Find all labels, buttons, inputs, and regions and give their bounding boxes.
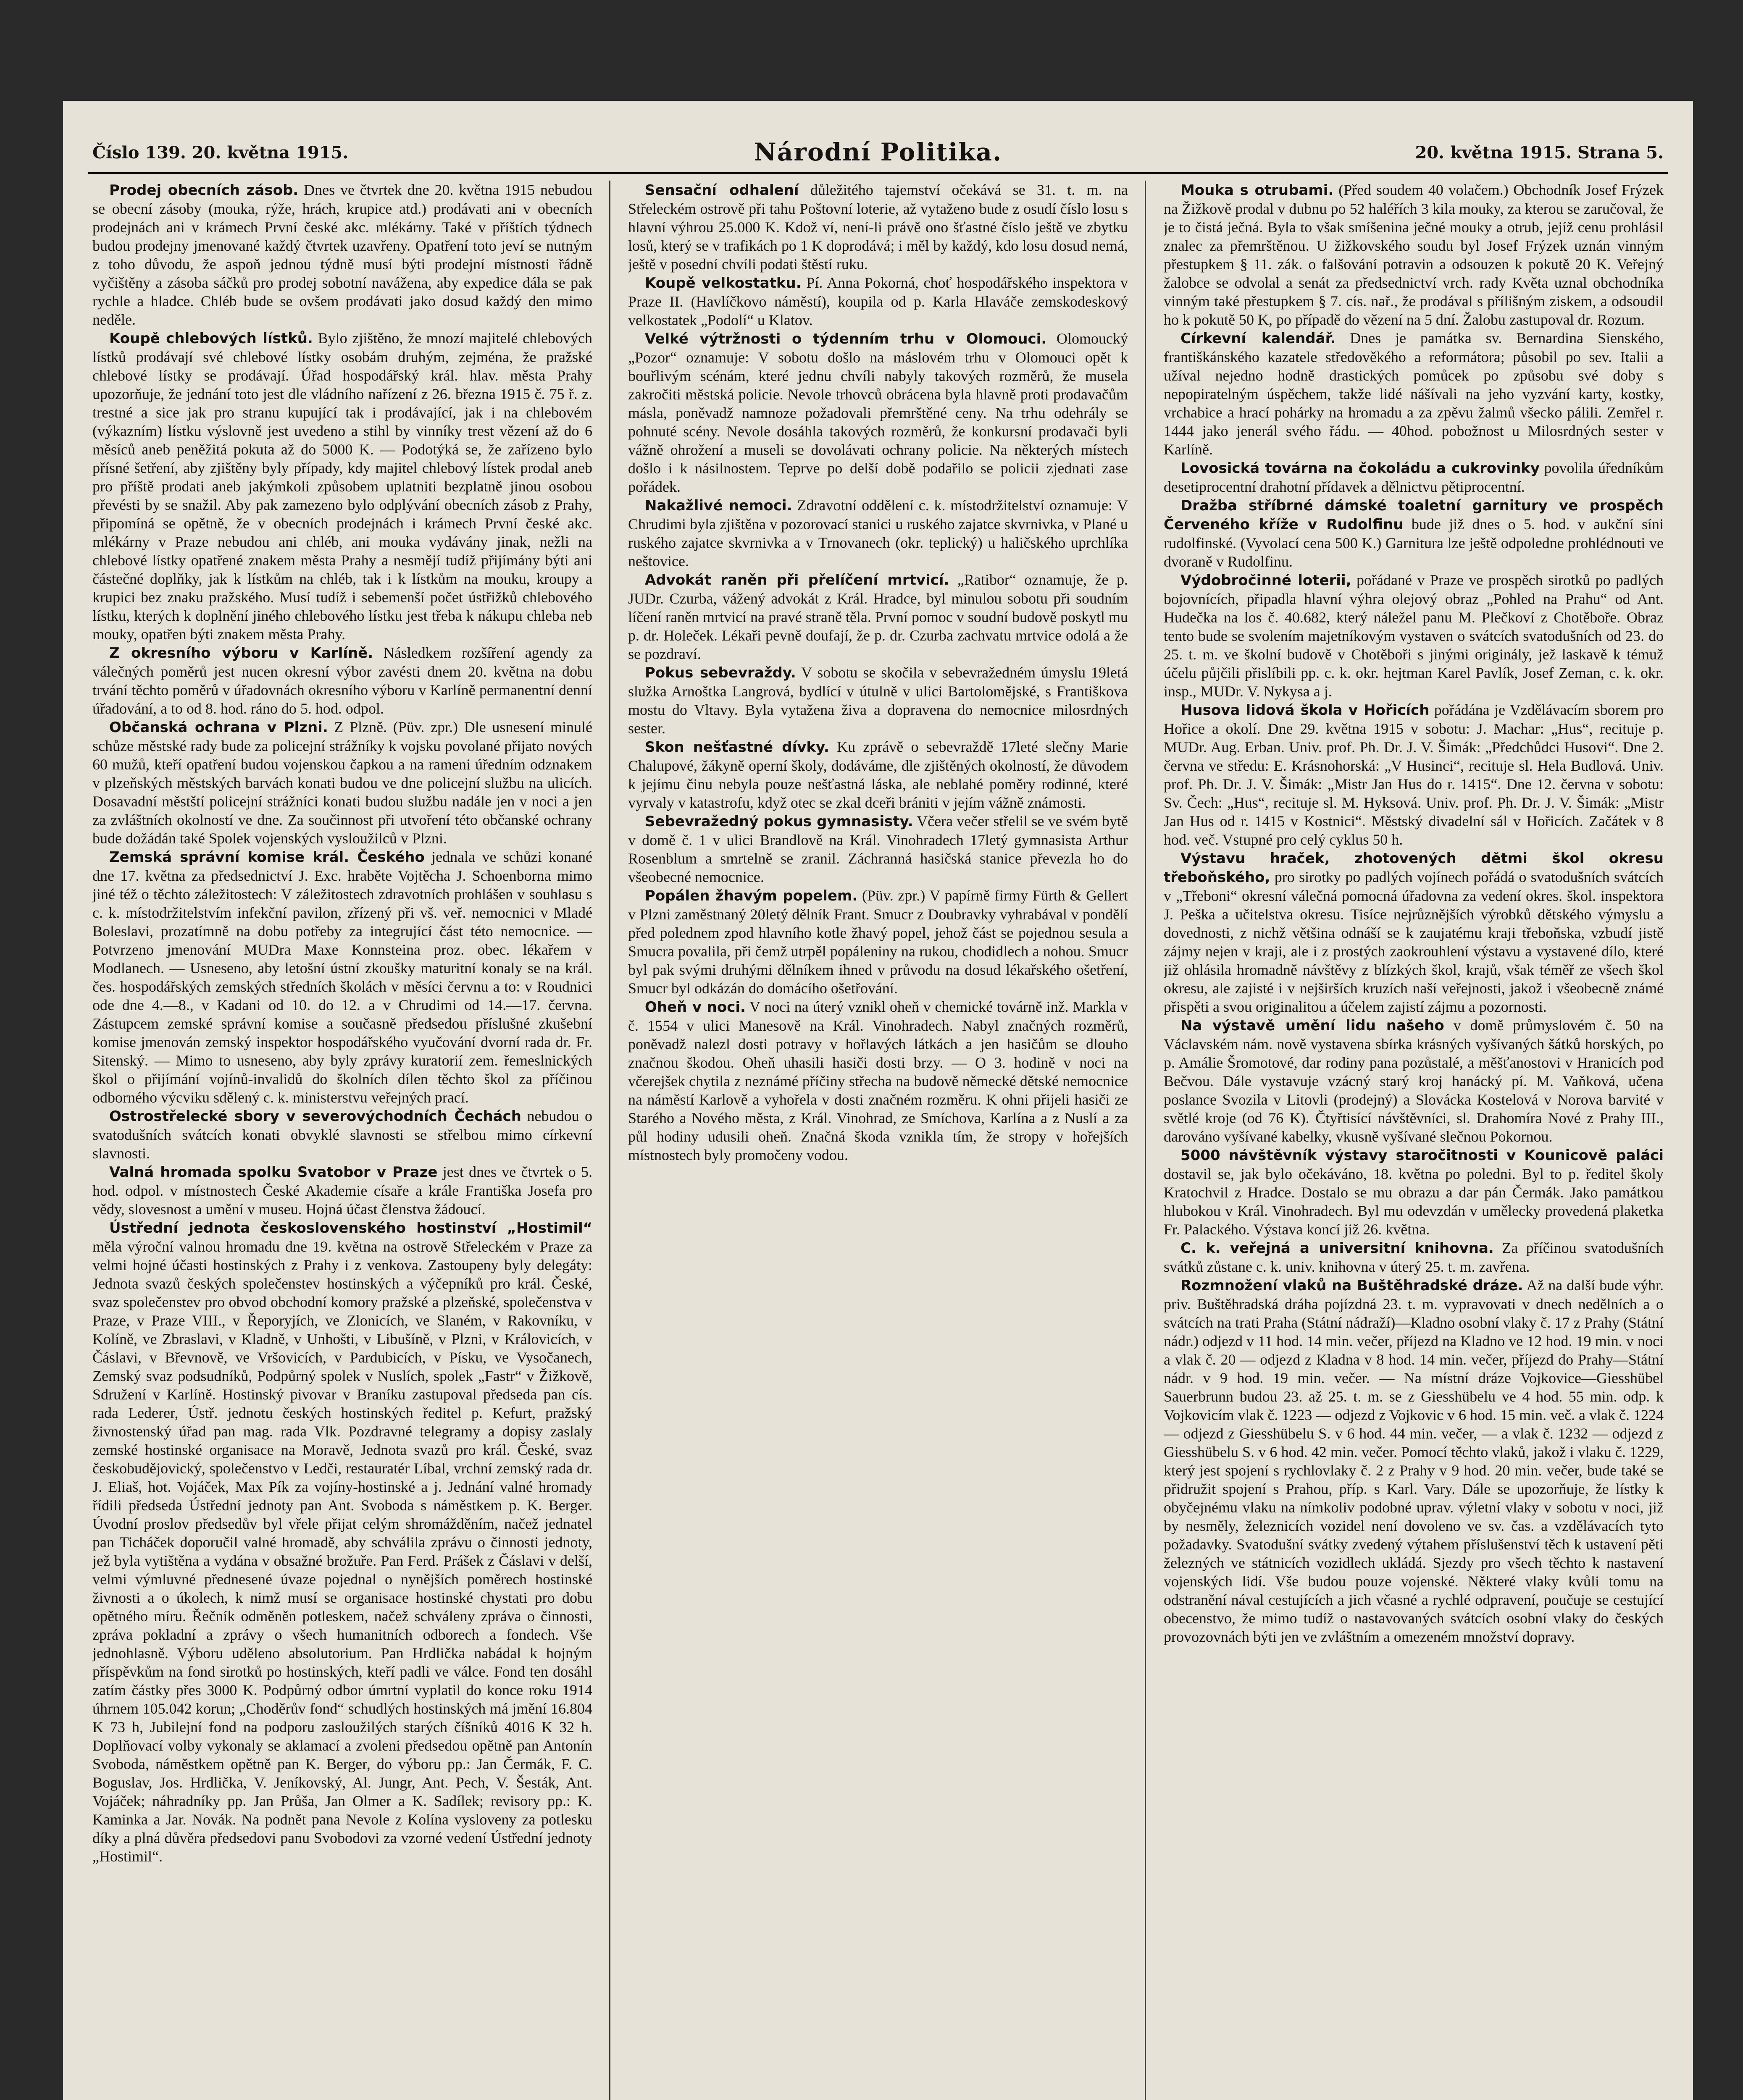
article (1164, 181, 1664, 329)
article (628, 812, 1128, 886)
article (1164, 1146, 1664, 1239)
article (1164, 329, 1664, 459)
article-body: Bylo zjištěno, že mnozí majitelé chlebových lístků prodávají své chlebové lístky osobám druhým, zejména, že pražské chlebové lístky se prodávají. Úřad hospodářský král. hlav. města Prahy upozorňuje, že jednání toto jest dle vládního nařízení z 26. března 1915 č. 75 ř. z. trestné a sice jak pro stranu kupující tak i prodávající, jak i na chlebovém (výkazním) lístku výslovně jest uvedeno a stihl by vinníky trest vězení až do 6 měsíců aneb peněžitá pokuta až do 5000 K. — Podotýká se, že zařízeno bylo přísné šetření, aby zjištěny byly případy, kdy majitel chlebový lístek prodal aneb pro příště prodati aneb jakýmkoli způsobem uplatniti bezplatně jinou osobou převésti by se snažil. Aby pak zamezeno bylo odplývání obecních zásob z Prahy, připomíná se opětně, že v obecních prodejnách i krámech První české akc. mlékárny v Praze nebudou ani chléb, ani mouka vydávány jinak, nežli na chlebové lístky opatřené znakem města Prahy a nesmějí tudíž přijímány býti ani částečné doplňky, jak k lístkům na chléb, tak i k lístkům na mouku, kroupy a krupici bez znaku pražského. Musí tudíž i sebemenší počet ústřižků chlebového lístku, kterých k doplnění jiného chlebového lístku jest třeba k nákupu chleba neb mouky, opatřen býti znakem města Prahy. (92, 330, 592, 643)
article-body: jednala ve schůzi konané dne 17. května za předsednictví J. Exc. hraběte Vojtěcha J. Schoenborna mimo jiné též o těchto záležitostech: V záležitostech zdravotních prohlášen v souhlasu s c. k. místodržitelstvím infekční pavilon, zřízený při vš. veř. nemocnici v Mladé Boleslavi, prozatímně na dobu potřeby za integrující část této nemocnice. — Potvrzeno jmenování MUDra Maxe Konnsteina proz. obec. lékařem v Modlanech. — Usneseno, aby letošní ústní zkoušky maturitní konaly se na král. čes. hospodářských zemských středních školách v měsíci červnu a to: v Roudnici ode dne 4.—8., v Kadani od 10. do 12. a v Chrudimi od 14.—17. června. Zástupcem zemské správní komise a současně předsedou příslušné zkušební komise jmenován zemský inspektor hospodářského vyučování dvorní rada dr. Fr. Sitenský. — Mimo to usneseno, aby byly zprávy kuratorií zem. řemeslnických škol o přijímání vojínů-invalidů do školních dílen těchto škol za příčinou odborného výcviku sdělený c. k. ministerstvu veřejných prací. (92, 848, 592, 1106)
article (628, 663, 1128, 738)
article-headline: Rozmnožení vlaků na Buštěhradské dráze. (1180, 1277, 1523, 1294)
article (92, 1107, 592, 1163)
article-headline: Prodej obecních zásob. (109, 182, 299, 199)
article (92, 329, 592, 643)
article-headline: Na výstavě umění lidu našeho (1180, 1017, 1444, 1034)
article-headline: Sensační odhalení (645, 182, 799, 199)
article-body: pořádané v Praze ve prospěch sirotků po padlých bojovnících, připadla hlavní výhra olejový obraz „Pohled na Prahu“ od Ant. Hudečka na los č. 40.682, který náležel panu M. Plečkoví z Chotěboře. Obraz tento bude se svolením majetníkovým vystaven o svátcích svatodušních od 23. do 25. t. m. ve školní budově v Chotěboři s jinými originály, jež laskavě k témuž účelu půjčili přislíbili pp. c. k. okr. hejtman Karel Pavlík, Josef Zeman, c. k. okr. insp., MUDr. V. Nykysa a j. (1164, 572, 1664, 700)
article-headline: Sebevražedný pokus gymnasisty. (645, 813, 913, 830)
article-body: povolila úředníkům desetiprocentní drahotní přídavek a dělnictvu pětiprocentní. (1164, 459, 1664, 495)
masthead-title: Národní Politika. (754, 138, 1002, 166)
article (1164, 496, 1664, 571)
article-headline: C. k. veřejná a universitní knihovna. (1180, 1240, 1494, 1257)
article-headline: Lovosická továrna na čokoládu a cukrovinky (1180, 460, 1540, 477)
page-date-number: 20. května 1915. Strana 5. (1415, 143, 1664, 163)
article-headline: Oheň v noci. (645, 999, 746, 1016)
article-body: pro sirotky po padlých vojínech pořádá o svatodušních svátcích v „Třeboni“ okresní válečná pomocná úřadovna za vedení okres. škol. inspektora J. Peška a učitelstva okresu. Tisíce nejrůznějších výrobků dětského výmyslu a dovednosti, z nichž většina odnáší se k zaujatému kraji třeboňska, vzbudí jistě zájmy nejen v kraji, ale i z prostých zaokrouhlení výstavu a vystavené dílo, které již ohlásila hromadně návštěvy z blízkých škol, krajů, však téměř ze všech škol okresu, ale zajisté i v nejširších kruzích naší veřejnosti, jakož i všeobecně známé přispěti a svou originalitou a účelem zajistí zájmu a pozornosti. (1164, 869, 1664, 1015)
newspaper-page (63, 101, 1693, 2100)
article-headline: Nakažlivé nemoci. (645, 497, 792, 514)
column-divider (609, 181, 610, 2100)
article-headline: Skon nešťastné dívky. (645, 739, 829, 756)
article-body: Olomoucký „Pozor“ oznamuje: V sobotu došlo na máslovém trhu v Olomouci opět k bouřlivým scénám, které jednu chvíli nabyly takových rozměrů, že musela zakročiti městská policie. Nevole trhovců obrácena byla hlavně proti prodavačům másla, poněvadž namnoze požadovali přemrštěné ceny. Na trhu odehrály se pohnuté scény. Nevole dosáhla takových rozměrů, že konkursní prodavači byli vážně ohrožení a museli se dovolávati ochrany policie. Na některých místech došlo i k násilnostem. Teprve po delší době podařilo se policii zjednati zase pořádek. (628, 330, 1128, 495)
article-body: „Ratibor“ oznamuje, že p. JUDr. Czurba, vážený advokát z Král. Hradce, byl minulou sobotu při soudním líčení raněn mrtvicí na pravé straně těla. První pomoc v soudní budově poskytl mu p. dr. Holeček. Lékaři pevně doufají, že p. dr. Czurba zachvatu mrtvice odolá a že se pozdraví. (628, 571, 1128, 662)
article-body: Pí. Anna Pokorná, choť hospodářského inspektora v Praze II. (Havlíčkovo náměstí), koupila od p. Karla Hlaváče zemskodeskový velkostatek „Podolí“ u Klatov. (628, 274, 1128, 328)
article (92, 181, 592, 329)
article (628, 181, 1128, 273)
article-headline: Husova lidová škola v Hořicích (1180, 702, 1430, 719)
article-body: Za příčinou svatodušních svátků zůstane c. k. univ. knihovna v úterý 25. t. m. zavřena. (1164, 1239, 1664, 1275)
article-body: Následkem rozšíření agendy za válečných poměrů jest nucen okresní výbor zavésti dnem 20. května na dobu trvání těchto poměrů v úřadovnách okresního výboru v Karlíně permanentní denní úřadování, a to od 8. hod. ráno do 5. hod. odpol. (92, 644, 592, 717)
article-headline: Velké výtržnosti o týdenním trhu v Olomouci. (645, 331, 1047, 347)
article (628, 738, 1128, 812)
article-body: Zdravotní oddělení c. k. místodržitelství oznamuje: V Chrudimi byla zjištěna v pozorovací stanici u ruského zajatce skvrnivka, v Plané u ruského zajatce skvrnivka a v Trnovanech (okr. teplický) u haličského uprchlíka neštovice. (628, 497, 1128, 570)
article-headline: Pokus sebevraždy. (645, 664, 796, 681)
article-headline: Mouka s otrubami. (1180, 182, 1334, 199)
article (628, 496, 1128, 570)
column-1 (92, 181, 592, 2100)
article-body: Dnes ve čtvrtek dne 20. května 1915 nebudou se obecní zásoby (mouka, rýže, hrách, krupice atd.) prodávati ani v obecních prodejnách ani v krámech První české akc. mlékárny. Také v příštích týdnech budou prodejny jmenované každý čtvrtek uzavřeny. Opatření toto jeví se nutným z toho důvodu, že aspoň jednou týdně musí býti prodejní místnosti řádně vyčištěny a zásoba sáčků pro prodej sobotní navážena, aby expedice dála se pak rychle a hladce. Chléb bude se ovšem prodávati jako dosud každý den mimo neděle. (92, 181, 592, 328)
article (628, 273, 1128, 329)
article-headline: Koupě velkostatku. (645, 275, 802, 291)
article-headline: Výstavu hraček, zhotovených dětmi škol okresu třeboňského, (1164, 850, 1664, 886)
article (628, 886, 1128, 998)
article-body: Až na další bude výhr. priv. Buštěhradská dráha pojízdná 23. t. m. vypravovati v dnech nedělních a o svátcích na trati Praha (Státní nádraží)—Kladno osobní vlaky č. 17 z Prahy (Státní nádr.) odjezd v 11 hod. 14 min. večer, příjezd na Kladno ve 12 hod. 19 min. v noci a vlak č. 20 — odjezd z Kladna v 8 hod. 14 min. večer, příjezd do Prahy—Státní nádr. v 9 hod. 19 min. večer. — Na místní dráze Vojkovice—Giesshübel Sauerbrunn budou 23. až 25. t. m. se z Giesshübelu ve 4 hod. 55 min. odp. k Vojkovicím vlak č. 1223 — odjezd z Vojkovic v 6 hod. 15 min. več. a vlak č. 1224 — odjezd z Giesshübelu S. v 6 hod. 44 min. večer, — a vlak č. 1232 — odjezd z Giesshübelu S. v 6 hod. 42 min. večer. Pomocí těchto vlaků, jakož i vlaku č. 1229, který jest spojení s rychlovlaky č. 2 z Prahy v 9 hod. 20 min. večer, bude také se přidružit spojení s Prahou, příp. s Karl. Vary. Dále se upozorňuje, že lístky k obyčejnému vlaku na nímkoliv podobné uprav. výletní vlaky v sobotu v noci, již by nesměly, železnicích vozidel není dovoleno ve sv. čas. a vzdělávacích tyto požadavky. Svatodušní svátky zvedený výtahem příslušenství těch k ustavení pěti železných ve státnicích vozidlech ukládá. Sjezdy pro všech těchto k nastavení vojenských lidí. Vše budou pouze vojenské. Některé vlaky kvůli tomu na odstranění nával cestujících a jich včasné a rychlé odpravení, poučuje se cestující obecenstvo, že mimo tudíž o nastavovaných svátcích osobní vlaky do českých provozovnách býti jen ve zvláštním a omezeném množství dopravy. (1164, 1277, 1664, 1645)
article-body: dostavil se, jak bylo očekáváno, 18. května po poledni. Byl to p. ředitel školy Kratochvil z Hradce. Dostalo se mu obrazu a dar pán Čermák. Jako památkou hlubokou v Král. Vinohradech. Byl mu odevzdán v umělecky provedená plaketka Fr. Palackého. Výstava koncí již 26. května. (1164, 1166, 1664, 1238)
article-body: nebudou o svatodušních svátcích konati obvyklé slavnosti se střelbou mimo církevní slavnosti. (92, 1108, 592, 1162)
article-body: pořádána je Vzdělávacím sborem pro Hořice a okolí. Dne 29. května 1915 v sobotu: J. Machar: „Hus“, recituje p. MUDr. Aug. Erban. Univ. prof. Ph. Dr. J. V. Šimák: „Předchůdci Husovi“. Dne 2. června ve středu: E. Krásnohorská: „V Husinci“, recituje sl. Hela Budlová. Univ. prof. Ph. Dr. J. V. Šimák: „Mistr Jan Hus do r. 1415“. Dne 12. června v sobotu: Sv. Čech: „Hus“, recituje sl. M. Hyksová. Univ. prof. Ph. Dr. J. V. Šimák: „Mistr Jan Hus od r. 1415 v Kostnici“. Městský divadelní sál v Hořicích. Začátek v 8 hod. več. Vstupné pro celý cyklus 50 h. (1164, 701, 1664, 848)
article-headline: Zemská správní komise král. Českého (109, 849, 425, 866)
article-body: jest dnes ve čtvrtek o 5. hod. odpol. v místnostech České Akademie císaře a krále Františka Josefa pro vědy, slovesnost a umění v museu. Hojná účast členstva žádoucí. (92, 1163, 592, 1218)
article-headline: Valná hromada spolku Svatobor v Praze (109, 1164, 438, 1181)
article (1164, 1276, 1664, 1646)
article-headline: Ostrostřelecké sbory v severovýchodních Čechách (109, 1108, 521, 1125)
article-body: důležitého tajemství očekává se 31. t. m. na Střeleckém ostrově při tahu Poštovní loterie, až vytaženo bude z osudí číslo losu s hlavní výhrou 25.000 K. Kdož ví, není-li právě ono šťastné číslo ještě ve zbytku losů, který se v trafikách po 1 K doprodává; i měl by každý, kdo losu dosud nemá, ještě v posední chvíli podati štěstí ruku. (628, 181, 1128, 273)
article (628, 329, 1128, 496)
article-headline: Církevní kalendář. (1180, 330, 1336, 347)
article (1164, 1239, 1664, 1276)
article (628, 570, 1128, 663)
article (1164, 571, 1664, 701)
article-body: V noci na úterý vznikl oheň v chemické továrně inž. Markla v č. 1554 v ulici Manesově na Král. Vinohradech. Nabyl značných rozměrů, poněvadž nalezl dosti potravy v hořlavých látkách a jen hasičům se dlouho značnou škodou. Oheň uhasili hasiči dosti brzy. — O 3. hodině v noci na včerejšek chytila z neznámé příčiny střecha na budově německé dětské nemocnice na náměstí Karlově a vyhořela v dosti značném rozměru. K ohni přijeli hasiči ze Starého a Nového města, z Král. Vinohrad, ze Smíchova, Karlína a z Nuslí a za půl hodiny udusili oheň. Značná škoda vznikla tím, že stropy v hořejších místnostech byly promočeny vodou. (628, 998, 1128, 1163)
article (92, 1218, 592, 1866)
article-body: V sobotu se skočila v sebevražedném úmyslu 19letá služka Arnoštka Langrová, bydlící v útulně v ulici Bartolomějské, s Františkova mostu do Vltavy. Byla vytažena živa a dopravena do nemocnice milosrdných sester. (628, 664, 1128, 737)
column-3 (1164, 181, 1664, 2100)
article-headline: Výdobročinné loterii, (1180, 572, 1351, 589)
article-body: Včera večer střelil se ve svém bytě v domě č. 1 v ulici Brandlově na Král. Vinohradech 17letý gymnasista Arthur Rosenblum a smrtelně se zranil. Záchranná hasičská stanice převezla ho do všeobecné nemocnice. (628, 813, 1128, 885)
column-divider (1145, 181, 1146, 2100)
column-2 (628, 181, 1128, 2100)
page-header (88, 126, 1668, 174)
article (1164, 1016, 1664, 1146)
article (628, 998, 1128, 1164)
article-body: měla výroční valnou hromadu dne 19. května na ostrově Střeleckém v Praze za velmi hojné účasti hostinských z Prahy i z venkova. Zastoupeny byly delegáty: Jednota svazů českých společenstev hostinských a výčepníků pro král. České, svaz společenstev pro obvod obchodní komory pražské a plzeňské, společenstva v Praze, v Praze VIII., v Řeporyjích, ve Zlonicích, ve Slaném, v Rakovníku, v Kolíně, ve Zbraslavi, v Kladně, v Unhošti, v Libušíně, v Plzni, v Královicích, v Čáslavi, v Břevnově, ve Vršovicích, v Pardubicích, v Písku, ve Vysočanech, Zemský svaz podsudníků, Podpůrný spolek v Nuslích, spolek „Fastr“ v Žižkově, Sdružení v Karlíně. Hostinský pivovar v Braníku zastupoval předseda pan cís. rada Lederer, Ústř. jednotu českých hostinských ředitel p. Kefurt, pražský živnostenský úřad pan mag. rada Vlk. Pozdravné telegramy a dopisy zaslaly zemské hostinské organisace na Moravě, Jednota svazů pro král. České, svaz českobudějovický, společenstvo v Ledči, restauratér Líbal, vrchní zemský rada dr. J. Eliaš, hot. Vojáček, Max Pík za vojíny-hostinské a j. Jednání valné hromady řídili předseda Ústřední jednoty pan Ant. Svoboda s náměstkem p. K. Berger. Úvodní proslov předsedův byl vřele přijat celým shromážděním, načež jednatel pan Ticháček doporučil valné hromadě, aby schválila zprávu o činnosti jednoty, jež byla vytištěna a vydána v obsažné brožuře. Pan Ferd. Prášek z Čáslavi v delší, velmi výmluvné přednesené úvaze pojednal o nynějších poměrech hostinské živnosti a o úkolech, k nimž musí se organisace hostinské chystati pro dobu opětného míru. Řečník odměněn potleskem, načež schváleny zpráva o činnosti, zpráva pokladní a zprávy o všech humanitních odborech a fondech. Vše jednohlasně. Výboru uděleno absolutorium. Pan Hrdlička nabádal k hojným příspěvkům na fond sirotků po hostinských, kteří padli ve válce. Fond ten dosáhl zatím částky přes 3000 K. Podpůrný odbor úmrtní vyplatil do konce roku 1914 úhrnem 105.042 korun; „Choděrův fond“ schudlých hostinských má jmění 16.804 K 73 h, Jubilejní fond na podporu zasloužilých starých číšníků 4016 K 32 h. Doplňovací volby vykonaly se aklamací a zvoleni předsedou opětně pan Antonín Svoboda, náměstkem opětně pan K. Berger, do výboru pp.: Jan Čermák, F. C. Boguslav, Jos. Hrdlička, V. Jeníkovský, Al. Jungr, Ant. Pech, V. Šesták, Ant. Vojáček; náhradníky pp. Jan Průša, Jan Olmer a K. Sadílek; revisory pp.: K. Kaminka a Jar. Novák. Na podnět pana Nevole z Kolína vysloveny za potlesku díky a plná důvěra předsedovi panu Svobodovi za vzorné vedení Ústřední jednoty „Hostimil“. (92, 1238, 592, 1865)
article-headline: Z okresního výboru v Karlíně. (109, 645, 373, 662)
article-headline: Dražba stříbrné dámské toaletní garnitury ve prospěch Červeného kříže v Rudolfinu (1164, 497, 1664, 533)
article-headline: Občanská ochrana v Plzni. (109, 719, 328, 736)
article (1164, 849, 1664, 1016)
article-headline: 5000 návštěvník výstavy staročitnosti v Kounicově paláci (1180, 1147, 1664, 1164)
article (92, 1163, 592, 1218)
article-headline: Advokát raněn při přelíčení mrtvicí. (645, 572, 949, 588)
article-body: (Před soudem 40 volačem.) Obchodník Josef Frýzek na Žižkově prodal v dubnu po 52 haléřích 3 kila mouky, za kterou se zaručoval, že je to čistá ječná. Byla to však smíšenina ječné mouky a otrub, jejíž cenu prohlásil znalec za přemrštěnou. U žižkovského soudu byl Josef Frýzek uznán vinným přestupkem § 11. zák. o falšování potravin a odsouzen k pokutě 20 K. Veřejný žalobce se odvolal a senát za předsednictví vrch. rady Květa uznal obchodníka vinným také přestupkem § 7. cís. nař., že prodával s přílišným ziskem, a odsoudil ho k pokutě 50 K, po případě do vězení na 5 dní. Žalobu zastupoval dr. Rozum. (1164, 181, 1664, 328)
article-body: v domě průmyslovém č. 50 na Václavském nám. nově vystavena sbírka krásných vyšívaných šátků horských, po p. Amálie Šromotové, dar rodiny pana pozůstalé, a měšťanostovi v Hranicích pod Bečvou. Dále vystavuje vzácný starý kroj hanácký pí. M. Vaňková, učena poslance Svozila v Litovli (prodejný) a Slovácka Kostelová v Norova barvité v světlé kroje (od 76 K). Čtyřtisící návštěvníci, sl. Drahomíra Nové z Prahy III., darováno vyšívané kabelky, vkusně vyšívané slečnou Pokornou. (1164, 1017, 1664, 1145)
issue-number-date: Číslo 139. 20. května 1915. (92, 143, 349, 163)
article-body: Z Plzně. (Püv. zpr.) Dle usnesení minulé schůze městské rady bude za policejní strážníky k vojsku povolané přijato nových 60 mužů, kteří opatření budou vojenskou čapkou a na rameni úředním odznakem v plzeňských městských barvách konati budou ve dne policejní službu na ulicích. Dosavadní městští policejní strážníci konati budou službu nadále jen v noci a jen za zvláštních okolností ve dne. Za součinnost při utvoření této občanské ochrany bude dožádán také Spolek vojenských vysloužilců v Plzni. (92, 719, 592, 847)
article (1164, 701, 1664, 849)
article-headline: Ústřední jednota československého hostinství „Hostimil“ (109, 1220, 592, 1236)
article (1164, 459, 1664, 496)
article-body: Dnes je památka sv. Bernardina Sienského, františkánského kazatele středověkého a reformátora; působil po sev. Italii a užíval nejedno hodně drastických pomůcek po způsobu své doby s nepopiratelným úspěchem, takže lidé nášívali na jeho vyzvání karty, kostky, vrchabice a hrací pohárky na hromadu a za zpěvu žalmů všecko pálili. Zemřel r. 1444 jako jenerál svého řádu. — 40hod. pobožnost u Milosrdných sester v Karlíně. (1164, 330, 1664, 458)
article (92, 643, 592, 718)
article-body: Ku zprávě o sebevraždě 17leté slečny Marie Chalupové, žákyně operní školy, dodáváme, dle zjištěných okolností, že důvodem k jejímu činu nebyla pouze nešťastná láska, ale neblahé poměry rodinné, které vyrvaly v katastrofu, když otec se zkal dceři brániti v jejím vážně známosti. (628, 738, 1128, 811)
article-body: (Püv. zpr.) V papírně firmy Fürth & Gellert v Plzni zaměstnaný 20letý dělník Frant. Smucr z Doubravky vyhrabával v pondělí před polednem zpod hlavního kotle žhavý popel, jehož část se pojednou sesula a Smucra povalila, při čemž utrpěl popáleniny na rukou, chodidlech a nohou. Smucr byl pak svými druhými dělníkem ihned v průvodu na dosud lékařského ošetření, Smucr byl odkázán do domácího ošetřování. (628, 887, 1128, 997)
article-body: bude již dnes o 5. hod. v aukční síni rudolfinské. (Vyvolací cena 500 K.) Garnitura lze ještě odpoledne prohlédnouti ve dvoraně v Rudolfinu. (1164, 516, 1664, 570)
article (92, 848, 592, 1107)
article-headline: Koupě chlebových lístků. (109, 330, 313, 347)
article-headline: Popálen žhavým popelem. (645, 887, 858, 904)
article (92, 718, 592, 848)
